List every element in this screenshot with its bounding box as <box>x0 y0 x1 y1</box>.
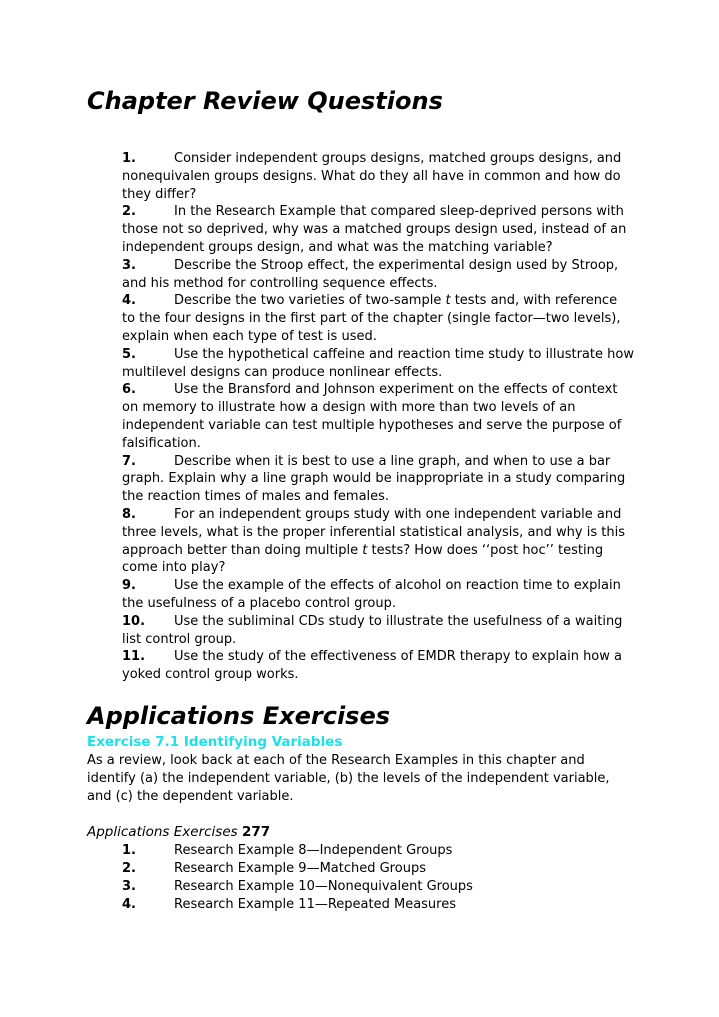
question-text: tests and, with reference to the four designs in the first part of the chapter (single factor—two levels), explain when each type of test is used. <box>122 293 621 344</box>
review-question <box>122 346 634 382</box>
running-head-title: Applications Exercises <box>87 824 238 840</box>
question-text: For an independent groups study with one independent variable and three levels, what is the proper inferential statistical analysis, and why is this approach better than doing multiple <box>122 506 625 558</box>
question-number: 3. <box>122 257 136 273</box>
item-number: 1. <box>122 843 136 858</box>
question-text: tests? How does ‘‘post hoc’’ testing come into play? <box>122 542 604 576</box>
page-number: 277 <box>241 824 271 840</box>
review-question <box>122 453 634 506</box>
question-number: 10. <box>122 613 146 629</box>
exercise-heading: Exercise 7.1 Identifying Variables <box>87 734 343 750</box>
question-number: 9. <box>122 578 136 594</box>
question-number: 5. <box>122 346 136 362</box>
question-text: Use the example of the effects of alcohol on reaction time to explain the usefulness of a placebo control group. <box>122 578 621 611</box>
question-number: 7. <box>122 453 136 469</box>
applications-list <box>122 842 473 914</box>
item-number: 4. <box>122 897 136 912</box>
list-item <box>122 842 473 860</box>
list-item <box>122 896 473 914</box>
review-question <box>122 292 634 345</box>
chapter-review-title: Chapter Review Questions <box>87 87 443 115</box>
question-number: 11. <box>122 649 146 665</box>
question-text: Describe when it is best to use a line graph, and when to use a bar graph. Explain why a line graph would be inappropriate in a study comparing the reaction times of males and females. <box>122 453 626 505</box>
exercise-text: As a review, look back at each of the Research Examples in this chapter and identify (a) the independent variable, (b) the levels of the independent variable, and (c) the dependent variable. <box>87 753 610 804</box>
question-text: Use the study of the effectiveness of EMDR therapy to explain how a yoked control group works. <box>122 649 622 683</box>
question-text: Consider independent groups designs, matched groups designs, and nonequivalen groups designs. What do they all have in common and how do they differ? <box>122 151 622 202</box>
question-text: Describe the Stroop effect, the experimental design used by Stroop, and his method for controlling sequence effects. <box>122 257 619 291</box>
review-question <box>122 613 634 649</box>
list-item <box>122 878 473 896</box>
item-text: Research Example 8—Independent Groups <box>174 843 453 858</box>
question-text: Describe the two varieties of two-sample <box>174 293 446 309</box>
running-head <box>87 824 270 840</box>
question-number: 8. <box>122 506 136 522</box>
review-question <box>122 150 634 203</box>
review-question <box>122 577 634 613</box>
item-text: Research Example 11—Repeated Measures <box>174 897 457 912</box>
chapter-review-list <box>122 150 634 684</box>
question-text: Use the subliminal CDs study to illustrate the usefulness of a waiting list control group. <box>122 613 623 647</box>
question-number: 6. <box>122 382 136 398</box>
review-question <box>122 257 634 293</box>
question-text: Use the Bransford and Johnson experiment on the effects of context on memory to illustrate how a design with more than two levels of an independent variable can test multiple hypotheses and serve the purpose of falsification. <box>122 382 622 451</box>
item-number: 2. <box>122 861 136 876</box>
item-number: 3. <box>122 879 136 894</box>
list-item <box>122 860 473 878</box>
review-question <box>122 648 634 684</box>
review-question <box>122 506 634 577</box>
italic-text: t <box>362 542 368 558</box>
question-number: 2. <box>122 204 136 220</box>
question-number: 4. <box>122 293 136 309</box>
italic-text: t <box>445 293 451 309</box>
item-text: Research Example 10—Nonequivalent Groups <box>174 879 473 894</box>
item-text: Research Example 9—Matched Groups <box>174 861 426 876</box>
applications-title: Applications Exercises <box>87 702 391 730</box>
review-question <box>122 203 634 256</box>
question-text: In the Research Example that compared sleep-deprived persons with those not so deprived, why was a matched groups design used, instead of an independent groups design, and what was the matching variable? <box>122 204 627 255</box>
question-number: 1. <box>122 151 136 166</box>
question-text: Use the hypothetical caffeine and reaction time study to illustrate how multilevel designs can produce nonlinear effects. <box>122 346 634 380</box>
review-question <box>122 381 634 452</box>
